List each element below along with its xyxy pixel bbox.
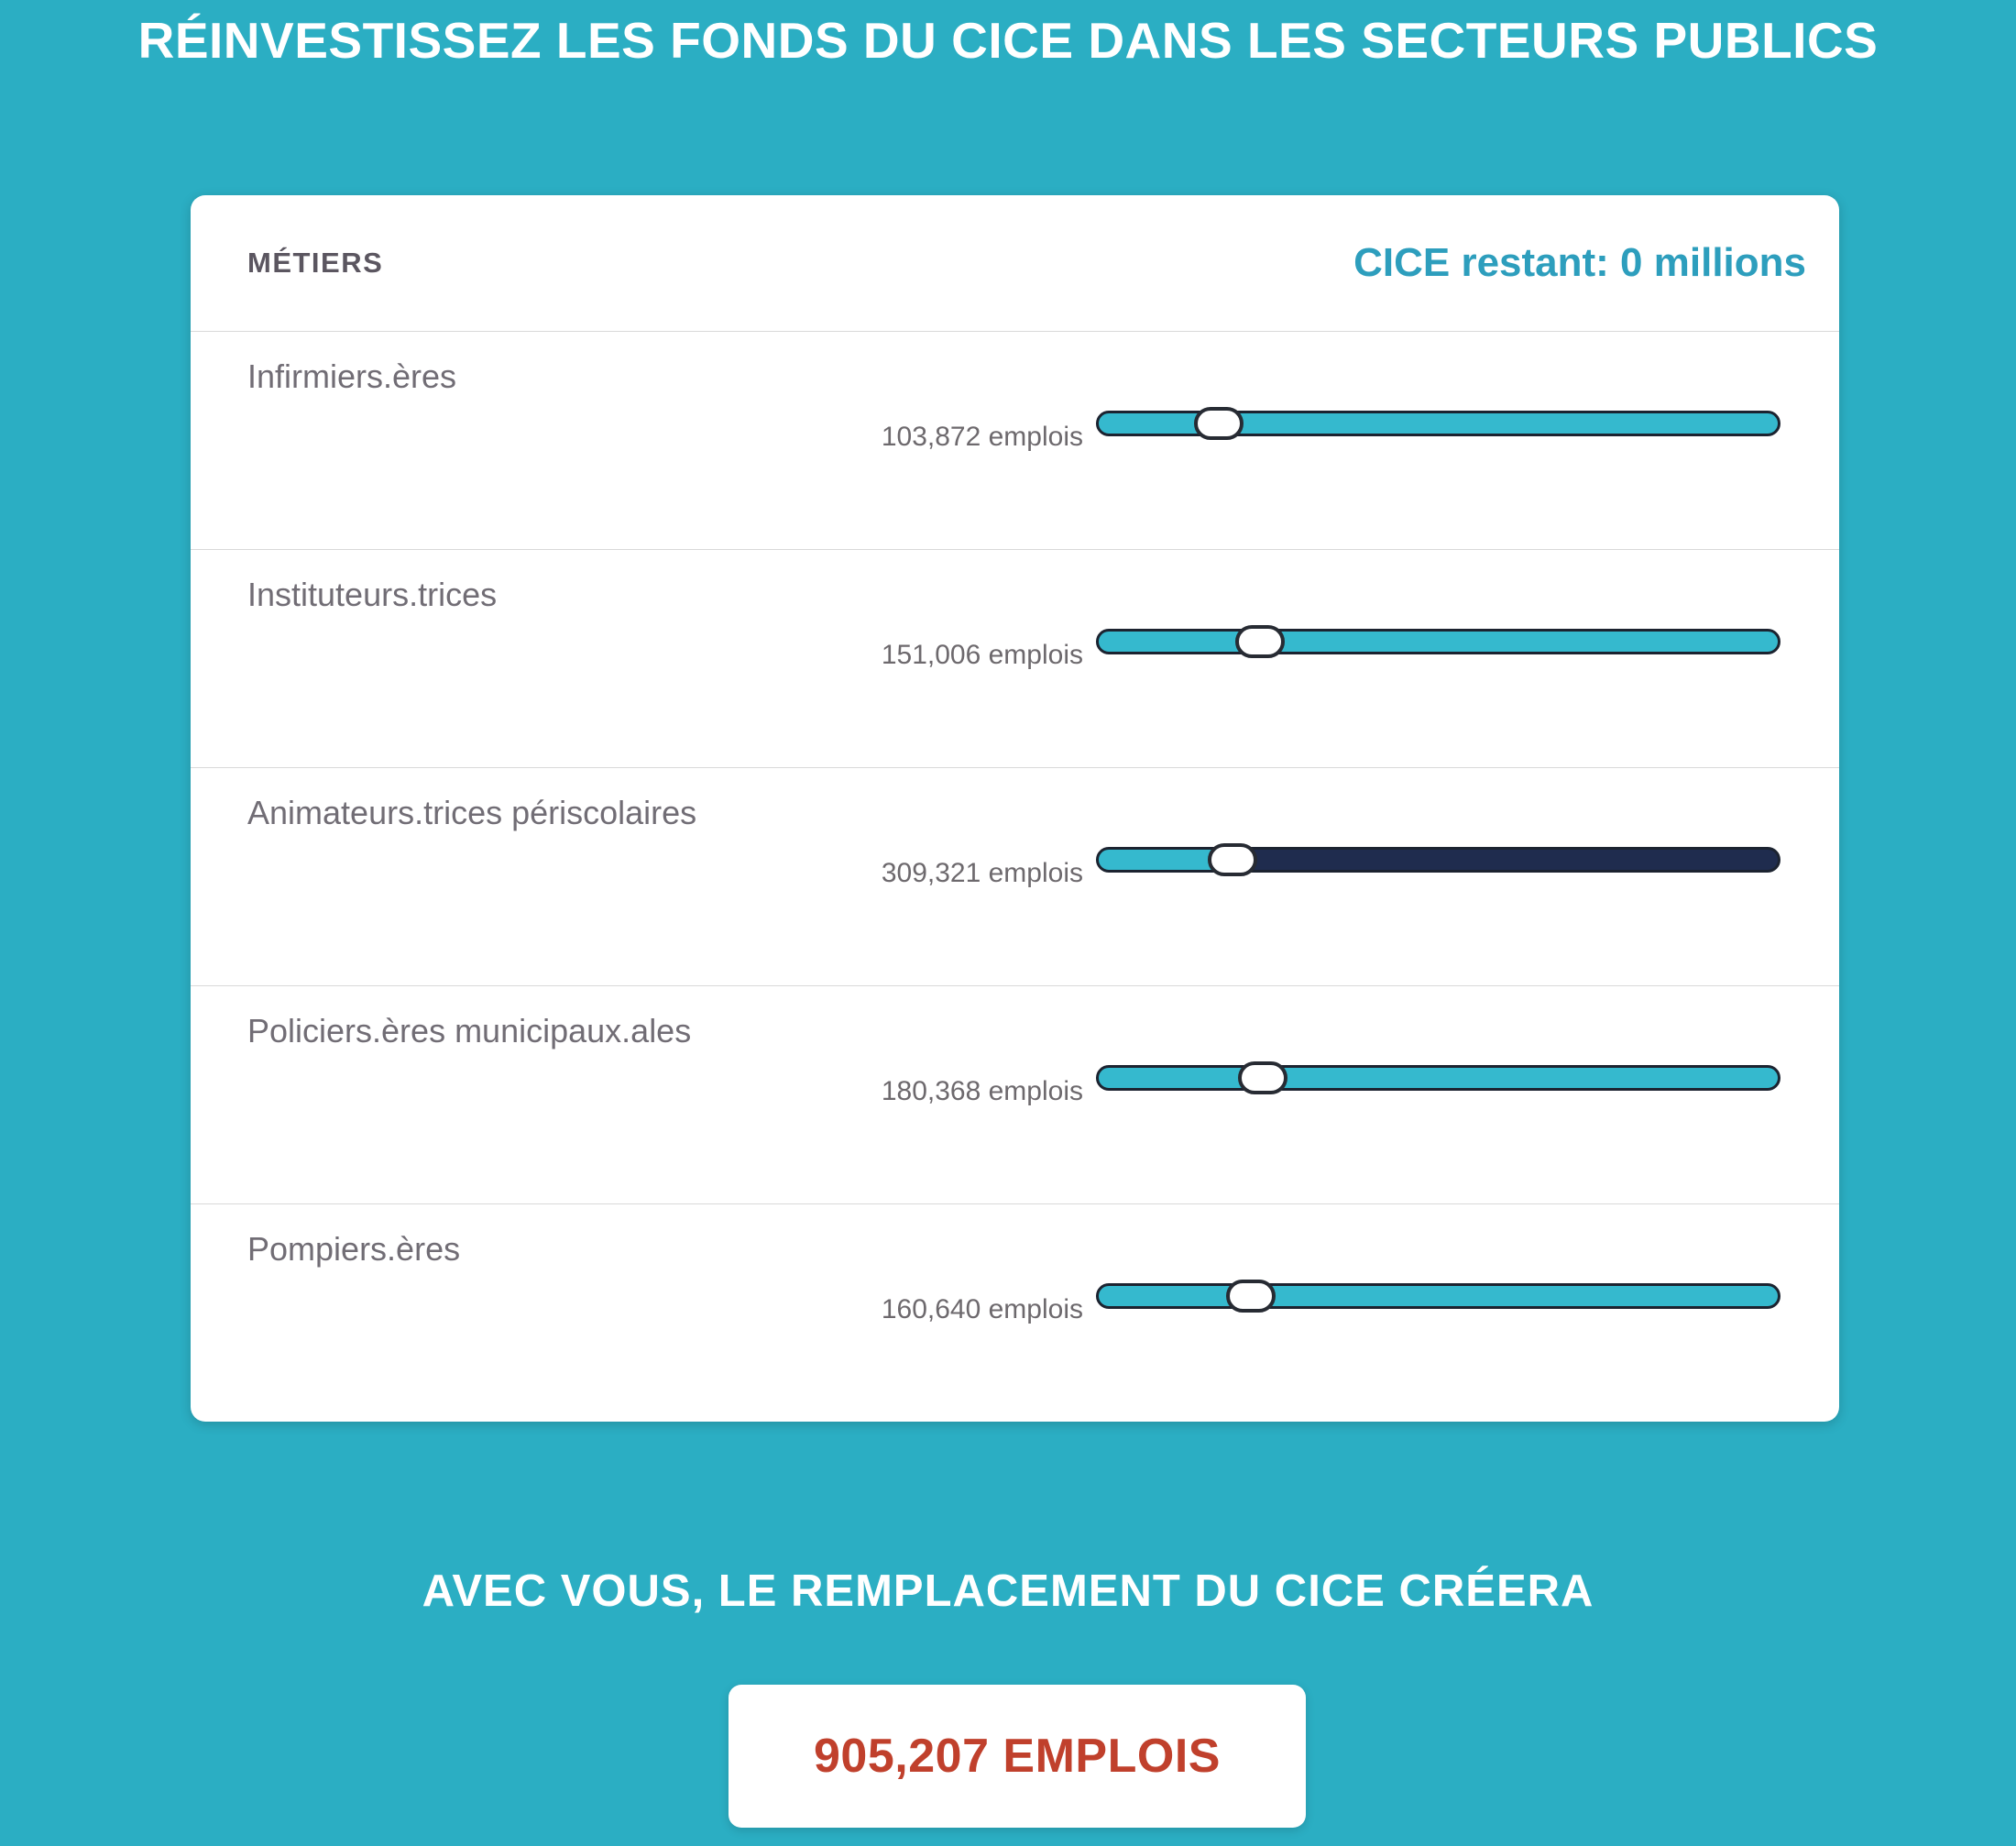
- metiers-card: [191, 195, 1839, 1422]
- metier-label: Pompiers.ères: [247, 1230, 461, 1268]
- metier-row: [191, 331, 1839, 549]
- card-header: [191, 195, 1839, 331]
- jobs-slider-track[interactable]: [1096, 411, 1780, 436]
- jobs-count-label: 160,640 emplois: [881, 1294, 1083, 1324]
- page-title: RÉINVESTISSEZ LES FONDS DU CICE DANS LES SECTEURS PUBLICS: [137, 12, 1879, 69]
- jobs-slider-handle[interactable]: [1208, 843, 1257, 876]
- footer-heading: AVEC VOUS, LE REMPLACEMENT DU CICE CRÉERA: [422, 1566, 1594, 1616]
- metier-label: Animateurs.trices périscolaires: [247, 794, 697, 831]
- metier-row: [191, 985, 1839, 1203]
- metier-label: Policiers.ères municipaux.ales: [247, 1012, 692, 1049]
- metier-row: [191, 1203, 1839, 1422]
- metier-row: [191, 767, 1839, 985]
- jobs-count-label: 103,872 emplois: [881, 422, 1083, 452]
- jobs-count-label: 151,006 emplois: [881, 640, 1083, 670]
- metier-label: Instituteurs.trices: [247, 576, 498, 613]
- jobs-slider-track[interactable]: [1096, 629, 1780, 654]
- jobs-slider-handle[interactable]: [1238, 1061, 1287, 1094]
- jobs-count-label: 180,368 emplois: [881, 1076, 1083, 1106]
- total-jobs-label: 905,207 EMPLOIS: [814, 1730, 1221, 1783]
- metiers-column-header: MÉTIERS: [247, 247, 384, 279]
- cice-remaining-label: CICE restant: 0 millions: [1353, 240, 1806, 285]
- jobs-slider-track[interactable]: [1096, 847, 1780, 873]
- metier-rows: [191, 331, 1839, 1422]
- jobs-slider-track[interactable]: [1096, 1065, 1780, 1091]
- total-jobs-box: [729, 1685, 1306, 1828]
- jobs-slider-handle[interactable]: [1235, 625, 1285, 658]
- metier-row: [191, 549, 1839, 767]
- jobs-slider-track[interactable]: [1096, 1283, 1780, 1309]
- metier-label: Infirmiers.ères: [247, 357, 457, 395]
- jobs-slider-handle[interactable]: [1226, 1280, 1276, 1313]
- jobs-count-label: 309,321 emplois: [881, 858, 1083, 888]
- jobs-slider-handle[interactable]: [1194, 407, 1244, 440]
